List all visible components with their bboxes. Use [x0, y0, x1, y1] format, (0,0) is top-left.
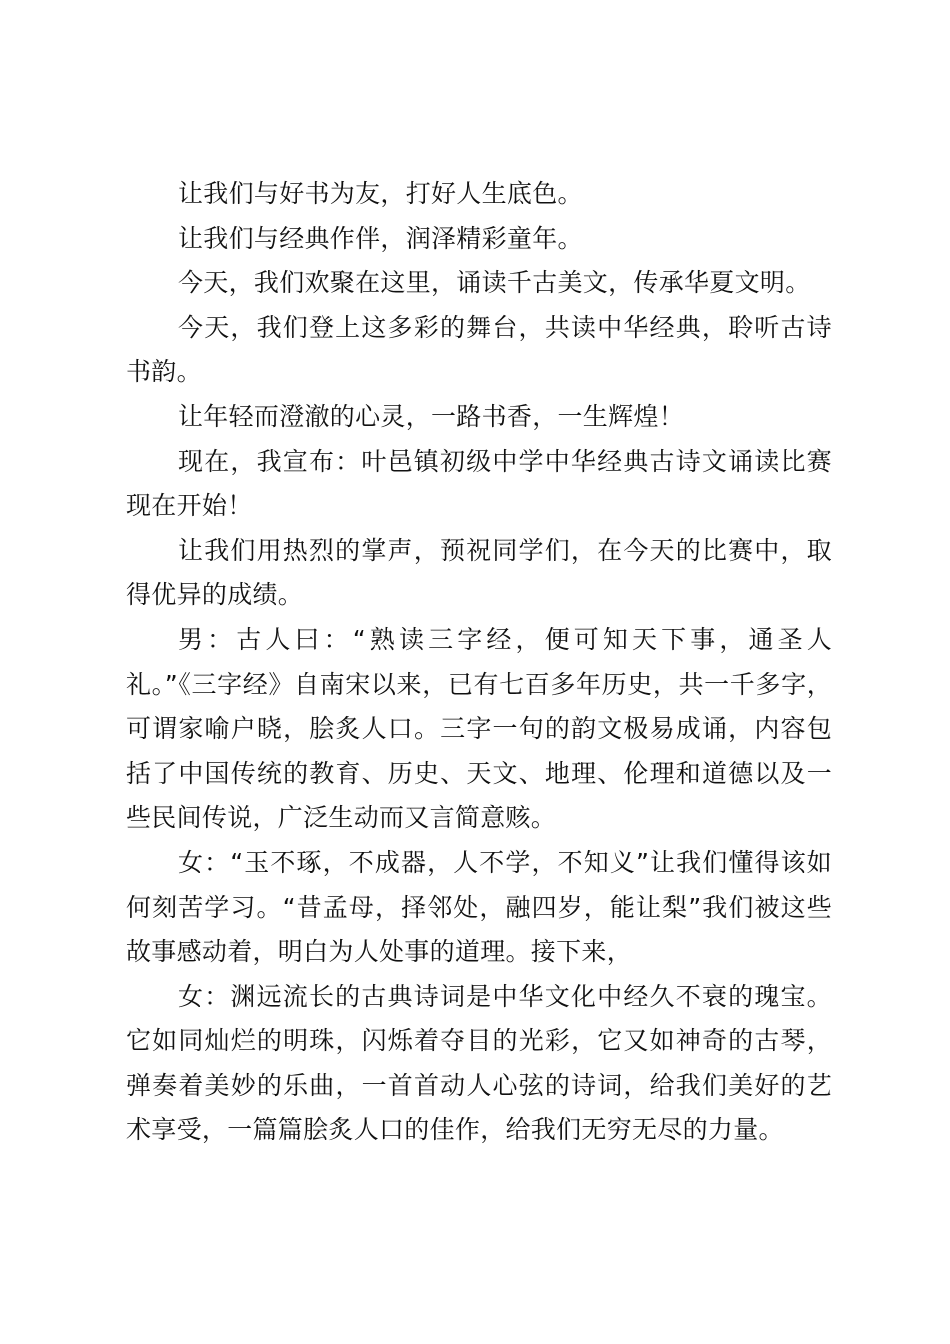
paragraph-1: 让我们与好书为友，打好人生底色。: [178, 179, 583, 208]
paragraph-7: 让我们用热烈的掌声，预祝同学们，在今天的比赛中，取得优异的成绩。: [126, 535, 832, 610]
paragraph-3: 今天，我们欢聚在这里，诵读千古美文，传承华夏文明。: [178, 268, 811, 298]
paragraph-4: 今天，我们登上这多彩的舞台，共读中华经典，聆听古诗书韵。: [126, 312, 832, 387]
document-page: [126, 172, 832, 1153]
paragraph-2: 让我们与经典作伴，润泽精彩童年。: [178, 223, 583, 253]
paragraph-6: 现在，我宣布：叶邑镇初级中学中华经典古诗文诵读比赛现在开始！: [126, 446, 832, 521]
paragraph-9: 女：“玉不琢，不成器，人不学，不知义”让我们懂得该如何刻苦学习。“昔孟母，择邻处，融四岁，能让梨”我们被这些故事感动着，明白为人处事的道理。接下来，: [126, 847, 832, 967]
paragraph-5: 让年轻而澄澈的心灵，一路书香，一生辉煌！: [178, 401, 685, 431]
paragraph-8: 男：古人曰：“熟读三字经，便可知天下事，通圣人礼。”《三字经》自南宋以来，已有七百多年历史，共一千多字，可谓家喻户晓，脍炙人口。三字一句的韵文极易成诵，内容包括了中国传统的教育、历史、天文、地理、伦理和道德以及一些民间传说，广泛生动而又言简意赅。: [126, 624, 832, 833]
paragraph-10: 女：渊远流长的古典诗词是中华文化中经久不衰的瑰宝。它如同灿烂的明珠，闪烁着夺目的光彩，它又如神奇的古琴，弹奏着美妙的乐曲，一首首动人心弦的诗词，给我们美好的艺术享受，一篇篇脍炙人口的佳作，给我们无穷无尽的力量。: [126, 981, 832, 1145]
